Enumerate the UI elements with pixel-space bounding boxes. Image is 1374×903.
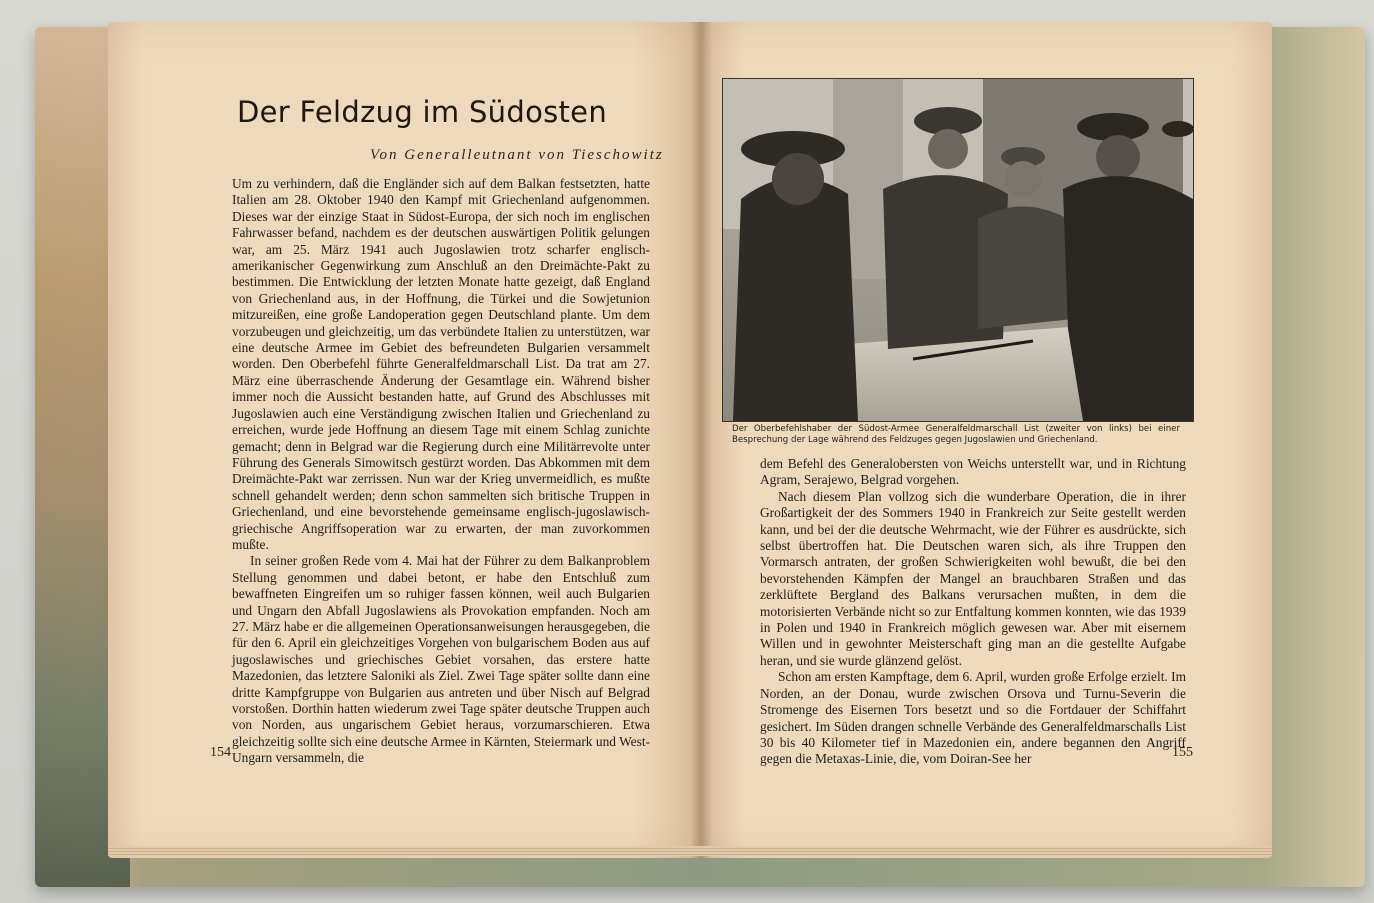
- right-paragraph-1: dem Befehl des Generalobersten von Weichs unterstellt war, und in Richtung Agram, Serajewo, Belgrad vorgehen.: [760, 456, 1186, 488]
- page-number-left: 154: [210, 745, 231, 760]
- book-gutter: [690, 22, 712, 858]
- page-number-right: 155: [1172, 745, 1193, 760]
- right-page-text: [760, 456, 1186, 768]
- left-paragraph-2: In seiner großen Rede vom 4. Mai hat der Führer zu dem Balkanproblem Stellung genommen und dabei betont, er habe den Entschluß zum bewaffneten Eingreifen um so ruhiger fassen können, weil auch Bulgarien und Ungarn den Abfall Jugoslawiens als Provokation empfanden. Noch am 27. März habe er die allgemeinen Operationsanweisungen herausgegeben, die für den 6. April ein gleichzeitiges Vorgehen von bulgarischem Boden aus auf jugoslawisches und griechisches Gebiet vorsahen, das erstere hatte Mazedonien, das letztere Saloniki als Ziel. Zwei Tage später sollte dann eine dritte Kampfgruppe von Bulgarien aus antreten und über Nisch auf Belgrad vorstoßen. Dorthin hatten wiederum zwei Tage später deutsche Truppen auch von Norden, aus ungarischem Gebiet heraus, vorzumarschieren. Etwa gleichzeitig sollte sich eine deutsche Armee in Kärnten, Steiermark und West-Ungarn versammeln, die: [232, 553, 650, 766]
- chapter-title: Der Feldzug im Südosten: [237, 95, 608, 129]
- left-paragraph-1: Um zu verhindern, daß die Engländer sich auf dem Balkan festsetzten, hatte Italien am 28. Oktober 1940 den Kampf mit Griechenland aufgenommen. Dieses war der einzige Staat in Südost-Europa, der sich noch im englischen Fahrwasser befand, nachdem es der deutschen auswärtigen Politik gelungen war, am 25. März 1941 auch Jugoslawien trotz scharfer englisch-amerikanischer Gegenwirkung zum Anschluß an den Dreimächte-Pakt zu bestimmen. Die Entwicklung der letzten Monate hatte gezeigt, daß England von Griechenland aus, in der Hoffnung, die Türkei und die Sowjetunion mitzureißen, eine große Landoperation gegen Deutschland plante. Um dem vorzubeugen und gleichzeitig, um das verbündete Italien zu unterstützen, war eine deutsche Armee im Gebiet des befreundeten Bulgarien versammelt worden. Den Oberbefehl führte Generalfeldmarschall List. Da trat am 27. März eine überraschende Änderung der Gesamtlage ein. Während bisher immer noch die Aussicht bestanden hatte, auf Grund des Abschlusses mit Jugoslawien auch eine Verständigung zwischen Italien und Griechenland zu erreichen, wurde jede Hoffnung an diesem Tage mit einem Schlag zunichte gemacht; denn in Belgrad war die Regierung durch eine Militärrevolte unter Führung des Generals Simowitsch gestürzt worden. Das Abkommen mit dem Dreimächte-Pakt war zerrissen. Nun war der Krieg unvermeidlich, es mußte schnell gehandelt werden; denn schon sammelten sich britische Truppen in Griechenland, und eine bevorstehende gemeinsame englisch-jugoslawisch-griechische Angriffsoperation war zu erwarten, der man zuvorkommen mußte.: [232, 176, 650, 552]
- chapter-byline: Von Generalleutnant von Tieschowitz: [370, 147, 664, 163]
- page-stack-edge: [108, 846, 1272, 856]
- right-paragraph-3: Schon am ersten Kampftage, dem 6. April, wurden große Erfolge erzielt. Im Norden, an der Donau, wurde zwischen Orsova und Turnu-Severin die Stromenge des Eisernen Tors besetzt und so die Fortdauer der Schiffahrt gesichert. Im Süden drangen schnelle Verbände des Generalfeldmarschalls List 30 bis 40 Kilometer tief in Mazedonien ein, andere begannen den Angriff gegen die Metaxas-Linie, die, vom Doiran-See her: [760, 669, 1186, 767]
- left-page-text: [232, 176, 650, 767]
- right-paragraph-2: Nach diesem Plan vollzog sich die wunderbare Operation, die in ihrer Großartigkeit der des Sommers 1940 in Frankreich zur Seite gestellt werden kann, und bei der die deutsche Wehrmacht, wie der Führer es ausdrückte, sich selbst übertroffen hat. Die Deutschen waren sich, als ihre Truppen den Vormarsch antraten, der großen Schwierigkeiten wohl bewußt, die bei den bevorstehenden Kämpfen der Mangel an brauchbaren Straßen und das zerklüftete Bergland des Balkans verursachen mußten, in dem die motorisierten Verbände nicht so zur Entfaltung kommen konnten, wie das 1939 in Polen und 1940 in Frankreich möglich gewesen war. Aber mit eisernem Willen und in gewohnter Meisterschaft ging man an die gestellte Aufgabe heran, und sie wurde glänzend gelöst.: [760, 488, 1186, 668]
- historical-photo: [722, 78, 1194, 422]
- photo-caption: Der Oberbefehlshaber der Südost-Armee Generalfeldmarschall List (zweiter von links) bei einer Besprechung der Lage während des Feldzuges gegen Jugoslawien und Griechenland.: [732, 424, 1180, 445]
- photo-illustration: [723, 79, 1193, 421]
